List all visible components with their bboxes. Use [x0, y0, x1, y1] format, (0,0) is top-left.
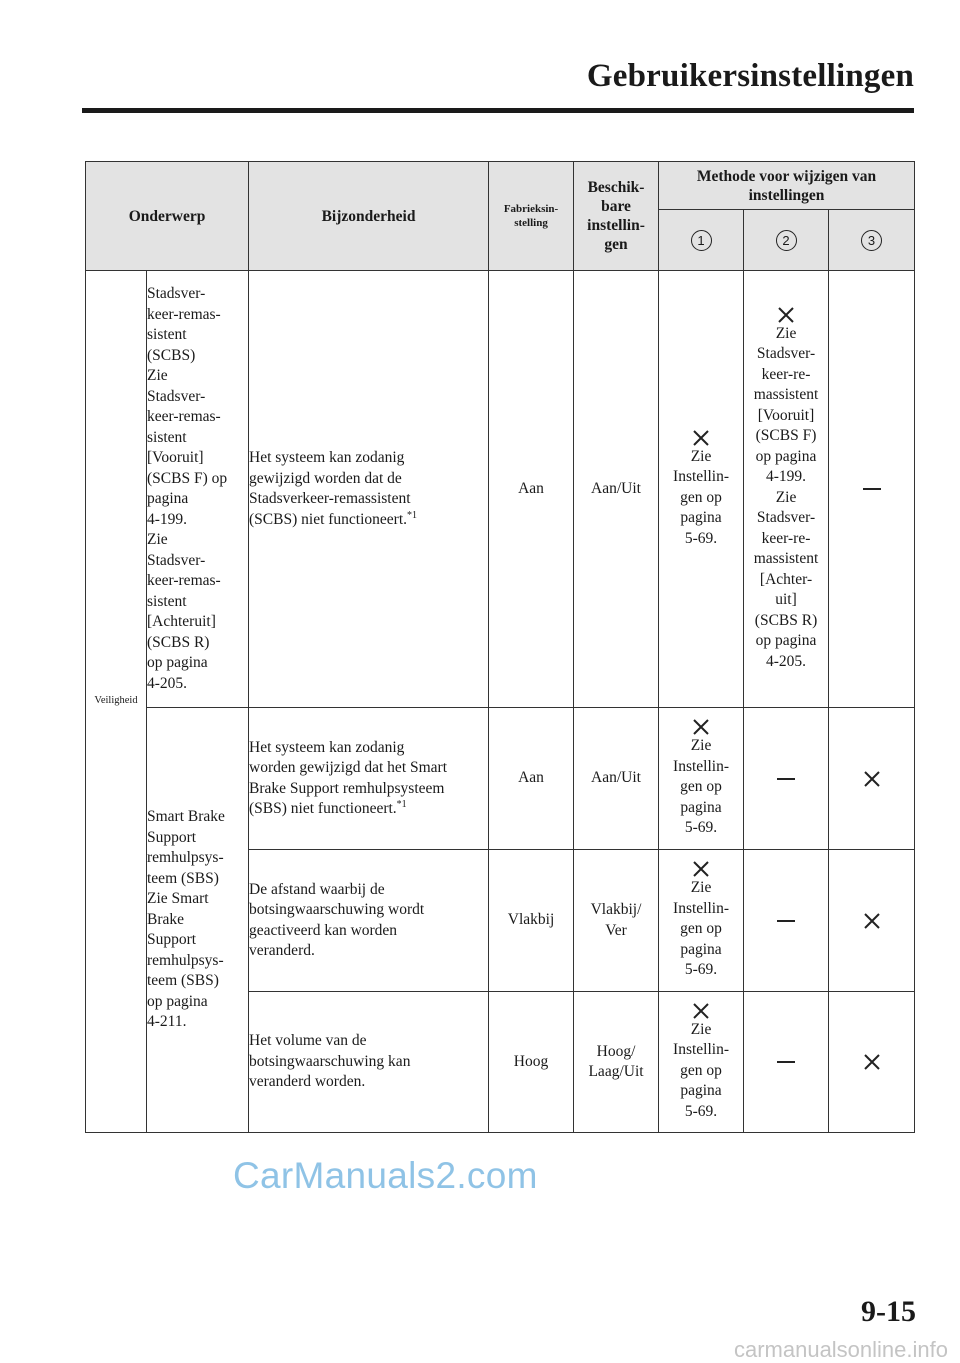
detail-cell — [249, 708, 489, 850]
header-method-3 — [829, 210, 915, 271]
available-cell: Vlakbij/ Ver — [574, 850, 659, 992]
detail-cell: De afstand waarbij de botsingwaarschuwing wordt geactiveerd kan worden veranderd. — [249, 850, 489, 992]
category-label: Veiligheid — [94, 695, 138, 707]
header-rule — [82, 108, 914, 113]
footnote-marker: *1 — [396, 798, 407, 810]
circled-number-2: 2 — [776, 230, 797, 251]
cross-icon — [863, 770, 881, 788]
not-applicable-dash — [863, 488, 881, 490]
available-cell: Aan/Uit — [574, 708, 659, 850]
subject-cell: Stadsver- keer-remas- sistent (SCBS) Zie Stadsver- keer-remas- sistent [Vooruit] (SCBS F) op pagina 4-199. Zie Stadsver- keer-remas- sistent [Achteruit] (SCBS R) op pagina 4-205. — [147, 271, 249, 708]
cross-icon — [692, 860, 710, 878]
method-3-cell — [829, 850, 915, 992]
watermark: CarManuals2.com — [233, 1155, 538, 1196]
available-cell: Aan/Uit — [574, 271, 659, 708]
method-1-cell — [659, 992, 744, 1133]
method-2-cell — [744, 992, 829, 1133]
header-onderwerp: Onderwerp — [86, 162, 249, 271]
header-beschikbaar: Beschik- bare instellin- gen — [574, 162, 659, 271]
method-2-cell — [744, 271, 829, 708]
page-title: Gebruikersinstellingen — [586, 58, 914, 94]
method-3-cell — [829, 992, 915, 1133]
cross-icon — [863, 912, 881, 930]
detail-text: Het systeem kan zodanig gewijzigd worden dat de Stadsverkeer-remassistent (SCBS) niet functioneert. — [249, 449, 411, 528]
header-bijzonderheid: Bijzonderheid — [249, 162, 489, 271]
method-2-text: Zie Stadsver- keer-re- massistent [Vooruit] (SCBS F) op pagina 4-199. Zie Stadsver- keer-re- massistent [Achter- uit] (SCBS R) op pagina 4-205. — [753, 324, 819, 670]
default-cell: Aan — [489, 708, 574, 850]
available-cell: Hoog/ Laag/Uit — [574, 992, 659, 1133]
settings-table — [85, 161, 915, 1133]
not-applicable-dash — [777, 1061, 795, 1063]
subject-cell: Smart Brake Support remhulpsys- teem (SBS) Zie Smart Brake Support remhulpsys- teem (SBS) op pagina 4-211. — [147, 708, 249, 1133]
method-1-cell — [659, 271, 744, 708]
circled-number-1: 1 — [691, 230, 712, 251]
not-applicable-dash — [777, 920, 795, 922]
method-1-cell — [659, 708, 744, 850]
header-method-2 — [744, 210, 829, 271]
default-cell: Aan — [489, 271, 574, 708]
detail-cell — [249, 271, 489, 708]
cross-icon — [777, 306, 795, 324]
footnote-marker: *1 — [407, 509, 418, 521]
table-row — [86, 271, 915, 708]
method-1-text: Zie Instellin- gen op pagina 5-69. — [673, 1020, 729, 1120]
header-fabrieksinstelling: Fabrieksin- stelling — [489, 162, 574, 271]
header-method-1 — [659, 210, 744, 271]
method-3-cell — [829, 271, 915, 708]
method-2-cell — [744, 850, 829, 992]
footer-site: carmanualsonline.info — [733, 1337, 948, 1362]
method-2-cell — [744, 708, 829, 850]
detail-cell: Het volume van de botsingwaarschuwing kan veranderd worden. — [249, 992, 489, 1133]
category-cell — [86, 271, 147, 1133]
default-cell: Vlakbij — [489, 850, 574, 992]
method-1-text: Zie Instellin- gen op pagina 5-69. — [673, 737, 729, 837]
page-number: 9-15 — [861, 1295, 916, 1328]
table-row — [86, 708, 915, 850]
cross-icon — [692, 429, 710, 447]
method-1-text: Zie Instellin- gen op pagina 5-69. — [673, 879, 729, 979]
detail-text: Het systeem kan zodanig worden gewijzigd dat het Smart Brake Support remhulpsysteem (SBS) niet functioneert. — [249, 738, 448, 817]
method-1-cell — [659, 850, 744, 992]
circled-number-3: 3 — [861, 230, 882, 251]
default-cell: Hoog — [489, 992, 574, 1133]
cross-icon — [692, 718, 710, 736]
cross-icon — [863, 1053, 881, 1071]
cross-icon — [692, 1002, 710, 1020]
header-methode: Methode voor wijzigen van instellingen — [659, 162, 915, 210]
method-3-cell — [829, 708, 915, 850]
not-applicable-dash — [777, 778, 795, 780]
method-1-text: Zie Instellin- gen op pagina 5-69. — [673, 447, 729, 547]
